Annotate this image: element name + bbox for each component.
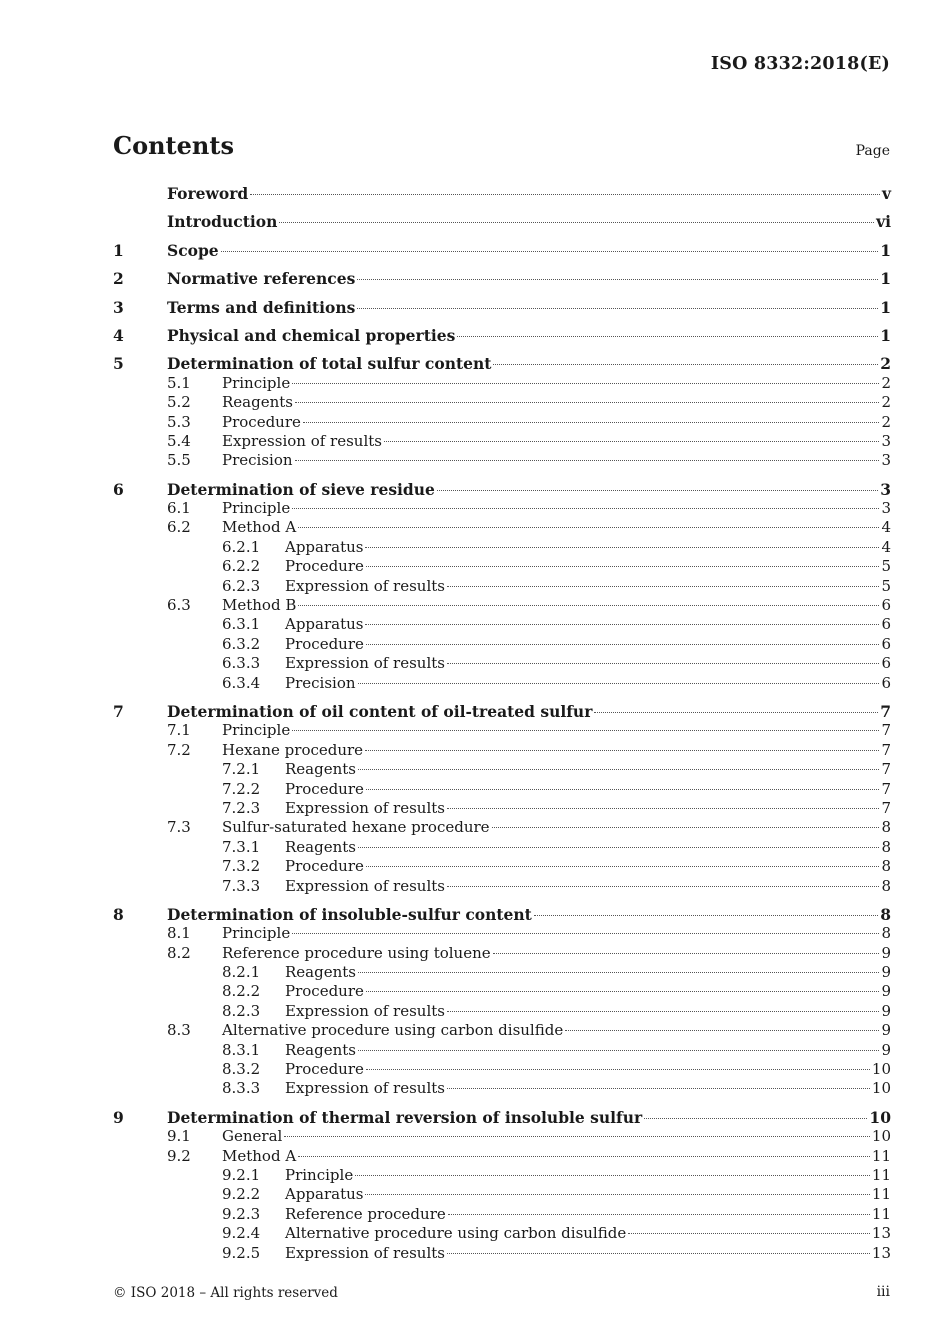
toc-entry-number: 5.5 (167, 451, 191, 470)
toc-entry-title: Procedure (285, 634, 364, 653)
toc-entry-number: 7.3.1 (222, 837, 261, 856)
toc-entry-page: 13 (871, 1224, 891, 1243)
dot-leader (295, 460, 880, 461)
toc-entry-page: 9 (881, 982, 891, 1001)
dot-leader (366, 566, 880, 567)
dot-leader (492, 827, 880, 828)
toc-entry-page: 6 (881, 596, 891, 615)
toc-entry[interactable] (113, 374, 891, 393)
toc-entry-title: Principle (222, 499, 291, 518)
toc-entry[interactable] (113, 721, 891, 740)
toc-entry-number: 9.2.3 (222, 1204, 261, 1223)
toc-entry-number: 6.3.3 (222, 654, 261, 673)
toc-entry-title: Sulfur-saturated hexane procedure (222, 818, 490, 837)
toc-entry-number: 9 (113, 1107, 124, 1127)
dot-leader (447, 586, 879, 587)
toc-entry-title: Expression of results (285, 654, 445, 673)
toc-entry-page: 11 (871, 1204, 891, 1223)
dot-leader (358, 1050, 879, 1051)
dot-leader (292, 933, 879, 934)
dot-leader (358, 972, 879, 973)
toc-entry-number: 8.2.3 (222, 1001, 261, 1020)
toc-entry-page: 8 (880, 904, 891, 924)
dot-leader (448, 1214, 870, 1215)
toc-entry[interactable] (113, 480, 891, 499)
dot-leader (447, 808, 879, 809)
toc-entry-page: 9 (881, 1001, 891, 1020)
toc-entry[interactable] (113, 298, 891, 317)
dot-leader (298, 605, 879, 606)
toc-entry-page: 3 (881, 499, 891, 518)
toc-entry-number: 6.2.3 (222, 576, 261, 595)
toc-entry-page: 8 (881, 876, 891, 895)
toc-entry[interactable] (113, 1060, 891, 1079)
dot-leader (365, 1194, 869, 1195)
toc-entry-number: 6.2.2 (222, 557, 261, 576)
toc-entry[interactable] (113, 432, 891, 451)
toc-entry-number: 7.3.2 (222, 857, 261, 876)
toc-entry-title: Foreword (167, 184, 249, 203)
toc-entry-page: 4 (881, 518, 891, 537)
footer-copyright: © ISO 2018 – All rights reserved (113, 1285, 338, 1301)
toc-entry-page: 8 (881, 857, 891, 876)
dot-leader (437, 490, 878, 491)
toc-entry-title: Normative references (167, 269, 356, 289)
toc-entry-number: 3 (113, 297, 124, 317)
toc-entry[interactable] (113, 557, 891, 576)
toc-entry-title: Principle (222, 721, 291, 740)
toc-entry-title: Scope (167, 240, 219, 260)
table-of-contents (113, 184, 891, 1263)
toc-entry-title: Reagents (285, 963, 356, 982)
toc-entry[interactable] (113, 674, 891, 693)
toc-entry-title: Precision (222, 451, 293, 470)
dot-leader (366, 789, 880, 790)
toc-entry-number: 9.2.4 (222, 1224, 261, 1243)
toc-entry-page: 11 (871, 1146, 891, 1165)
toc-entry-title: Introduction (167, 212, 278, 232)
toc-entry-number: 5 (113, 354, 124, 374)
toc-entry-number: 6.2 (167, 518, 191, 537)
dot-leader (447, 1088, 870, 1089)
toc-entry[interactable] (113, 741, 891, 760)
toc-entry-page: 2 (881, 393, 891, 412)
dot-leader (358, 769, 879, 770)
toc-entry-title: Reagents (285, 837, 356, 856)
toc-entry-title: Hexane procedure (222, 740, 364, 759)
toc-entry-number: 8.3 (167, 1021, 191, 1040)
toc-entry-page: 9 (881, 943, 891, 962)
toc-entry-title: Expression of results (285, 798, 445, 817)
dot-leader (565, 1030, 879, 1031)
toc-entry-page: 7 (880, 701, 891, 721)
toc-entry-number: 7.2.2 (222, 779, 261, 798)
toc-entry-page: 3 (881, 431, 891, 450)
toc-entry-title: Reagents (285, 1040, 356, 1059)
toc-entry-title: Determination of sieve residue (167, 479, 435, 499)
toc-entry-page: 2 (880, 354, 891, 374)
toc-entry[interactable] (113, 393, 891, 412)
toc-entry[interactable] (113, 838, 891, 857)
toc-entry-number: 8 (113, 904, 124, 924)
toc-entry[interactable] (113, 877, 891, 896)
toc-entry-title: Procedure (285, 1060, 364, 1079)
toc-entry[interactable] (113, 212, 891, 231)
toc-entry-page: 6 (881, 673, 891, 692)
dot-leader (628, 1233, 870, 1234)
dot-leader (365, 624, 879, 625)
toc-entry-number: 8.2 (167, 943, 191, 962)
toc-entry-title: Reagents (222, 393, 293, 412)
dot-leader (303, 422, 880, 423)
toc-entry[interactable] (113, 596, 891, 615)
toc-entry[interactable] (113, 1185, 891, 1204)
toc-entry-title: Alternative procedure using carbon disulfide (285, 1224, 627, 1243)
dot-leader (357, 308, 878, 309)
toc-entry-page: 5 (881, 557, 891, 576)
toc-entry-number: 8.2.1 (222, 963, 261, 982)
dot-leader (594, 712, 878, 713)
toc-entry-title: Principle (222, 924, 291, 943)
toc-entry-number: 6.3.1 (222, 615, 261, 634)
toc-entry-title: Expression of results (285, 1079, 445, 1098)
dot-leader (365, 750, 879, 751)
toc-entry-page: 7 (881, 798, 891, 817)
toc-entry-title: Alternative procedure using carbon disulfide (222, 1021, 564, 1040)
toc-entry-page: 13 (871, 1243, 891, 1262)
toc-entry[interactable] (113, 905, 891, 924)
toc-entry-number: 7.3 (167, 818, 191, 837)
toc-entry[interactable] (113, 702, 891, 721)
toc-entry-title: Method B (222, 596, 297, 615)
toc-entry-page: 8 (881, 924, 891, 943)
toc-entry-number: 1 (113, 240, 124, 260)
toc-entry-page: 10 (871, 1127, 891, 1146)
toc-entry-title: Physical and chemical properties (167, 325, 456, 345)
toc-entry-title: Procedure (285, 557, 364, 576)
toc-entry-number: 5.1 (167, 373, 191, 392)
toc-entry-title: Principle (222, 373, 291, 392)
dot-leader (365, 547, 879, 548)
toc-entry-page: 3 (881, 451, 891, 470)
toc-entry-page: v (881, 184, 891, 203)
toc-entry-title: Precision (285, 673, 356, 692)
toc-entry-page: 1 (880, 269, 891, 289)
dot-leader (447, 1011, 879, 1012)
toc-entry[interactable] (113, 982, 891, 1001)
toc-entry-title: Terms and definitions (167, 297, 356, 317)
toc-entry[interactable] (113, 1166, 891, 1185)
dot-leader (357, 279, 878, 280)
toc-entry-page: 2 (881, 373, 891, 392)
toc-entry-page: 10 (871, 1079, 891, 1098)
dot-leader (644, 1118, 867, 1119)
toc-entry[interactable] (113, 615, 891, 634)
toc-entry-page: 6 (881, 654, 891, 673)
toc-entry-number: 7.1 (167, 721, 191, 740)
toc-entry-title: Apparatus (285, 615, 364, 634)
toc-entry-page: 9 (881, 963, 891, 982)
toc-entry-page: 6 (881, 634, 891, 653)
dot-leader (284, 1136, 870, 1137)
toc-entry-page: 9 (881, 1040, 891, 1059)
toc-entry[interactable] (113, 635, 891, 654)
dot-leader (457, 336, 878, 337)
toc-entry[interactable] (113, 944, 891, 963)
dot-leader (298, 527, 879, 528)
toc-entry-number: 2 (113, 269, 124, 289)
toc-entry-title: Method A (222, 518, 297, 537)
dot-leader (292, 383, 879, 384)
toc-entry-number: 7.3.3 (222, 876, 261, 895)
toc-entry[interactable] (113, 1079, 891, 1098)
toc-entry-title: Procedure (285, 857, 364, 876)
toc-entry[interactable] (113, 1147, 891, 1166)
toc-entry-number: 9.2 (167, 1146, 191, 1165)
toc-entry-number: 9.1 (167, 1127, 191, 1146)
toc-entry[interactable] (113, 326, 891, 345)
toc-entry-number: 6 (113, 479, 124, 499)
toc-entry-number: 9.2.1 (222, 1165, 261, 1184)
toc-entry-title: Reference procedure (285, 1204, 446, 1223)
toc-entry-page: 2 (881, 412, 891, 431)
toc-entry[interactable] (113, 1224, 891, 1243)
dot-leader (447, 663, 879, 664)
toc-entry[interactable] (113, 1041, 891, 1060)
toc-entry-number: 7.2.1 (222, 760, 261, 779)
toc-entry[interactable] (113, 1002, 891, 1021)
dot-leader (292, 730, 879, 731)
toc-entry[interactable] (113, 413, 891, 432)
toc-entry-number: 7.2.3 (222, 798, 261, 817)
toc-entry-page: vi (876, 212, 891, 232)
dot-leader (279, 222, 874, 223)
toc-entry-title: Procedure (222, 412, 301, 431)
toc-entry-page: 1 (880, 325, 891, 345)
toc-entry-title: Determination of insoluble-sulfur content (167, 904, 532, 924)
toc-entry-title: Expression of results (285, 1001, 445, 1020)
toc-entry[interactable] (113, 818, 891, 837)
toc-entry-page: 8 (881, 818, 891, 837)
toc-entry[interactable] (113, 924, 891, 943)
toc-entry[interactable] (113, 184, 891, 203)
dot-leader (355, 1175, 870, 1176)
dot-leader (447, 1253, 870, 1254)
toc-entry[interactable] (113, 1021, 891, 1040)
toc-entry[interactable] (113, 1127, 891, 1146)
toc-entry-number: 6.2.1 (222, 537, 261, 556)
toc-entry[interactable] (113, 857, 891, 876)
dot-leader (493, 953, 880, 954)
toc-entry-title: Expression of results (285, 1243, 445, 1262)
toc-entry-page: 11 (871, 1185, 891, 1204)
toc-entry-number: 7.2 (167, 740, 191, 759)
toc-entry-title: Expression of results (285, 876, 445, 895)
toc-entry-page: 9 (881, 1021, 891, 1040)
dot-leader (298, 1156, 870, 1157)
dot-leader (295, 402, 879, 403)
toc-entry-title: Expression of results (222, 431, 382, 450)
toc-entry[interactable] (113, 269, 891, 288)
toc-entry-number: 9.2.5 (222, 1243, 261, 1262)
toc-entry-number: 6.1 (167, 499, 191, 518)
toc-entry-number: 4 (113, 325, 124, 345)
dot-leader (358, 847, 879, 848)
toc-entry-page: 10 (869, 1107, 891, 1127)
toc-entry-number: 5.2 (167, 393, 191, 412)
toc-entry-page: 7 (881, 779, 891, 798)
toc-entry-page: 7 (881, 760, 891, 779)
document-id: ISO 8332:2018(E) (710, 54, 890, 74)
toc-entry[interactable] (113, 538, 891, 557)
toc-entry-title: Determination of total sulfur content (167, 354, 492, 374)
page-column-label: Page (855, 143, 890, 159)
toc-entry[interactable] (113, 518, 891, 537)
toc-entry-title: Procedure (285, 982, 364, 1001)
toc-entry-number: 9.2.2 (222, 1185, 261, 1204)
toc-entry-number: 5.3 (167, 412, 191, 431)
toc-entry-title: Procedure (285, 779, 364, 798)
toc-entry[interactable] (113, 241, 891, 260)
toc-entry-page: 11 (871, 1165, 891, 1184)
toc-entry-page: 6 (881, 615, 891, 634)
toc-entry-number: 6.3.2 (222, 634, 261, 653)
toc-entry[interactable] (113, 1205, 891, 1224)
dot-leader (493, 364, 878, 365)
toc-entry-page: 8 (881, 837, 891, 856)
toc-entry[interactable] (113, 1108, 891, 1127)
toc-entry-title: Apparatus (285, 1185, 364, 1204)
toc-entry[interactable] (113, 451, 891, 470)
toc-entry-number: 8.3.2 (222, 1060, 261, 1079)
toc-entry-page: 7 (881, 721, 891, 740)
dot-leader (384, 441, 879, 442)
toc-entry-title: Reference procedure using toluene (222, 943, 491, 962)
toc-entry[interactable] (113, 780, 891, 799)
toc-entry-title: Apparatus (285, 537, 364, 556)
toc-entry-title: Expression of results (285, 576, 445, 595)
toc-entry-number: 7 (113, 701, 124, 721)
toc-entry-number: 6.3.4 (222, 673, 261, 692)
toc-entry-title: Determination of oil content of oil-treated sulfur (167, 701, 593, 721)
toc-entry[interactable] (113, 354, 891, 373)
toc-entry-page: 1 (880, 240, 891, 260)
toc-entry-number: 8.2.2 (222, 982, 261, 1001)
toc-entry-title: Principle (285, 1165, 354, 1184)
toc-entry-number: 5.4 (167, 431, 191, 450)
toc-entry-page: 5 (881, 576, 891, 595)
toc-entry-number: 6.3 (167, 596, 191, 615)
dot-leader (366, 991, 880, 992)
toc-entry[interactable] (113, 577, 891, 596)
toc-entry-page: 10 (871, 1060, 891, 1079)
dot-leader (447, 886, 879, 887)
dot-leader (366, 866, 880, 867)
toc-entry-page: 4 (881, 537, 891, 556)
toc-entry[interactable] (113, 963, 891, 982)
toc-entry-title: Reagents (285, 760, 356, 779)
dot-leader (366, 644, 880, 645)
toc-entry-title: Determination of thermal reversion of insoluble sulfur (167, 1107, 643, 1127)
footer-page-number: iii (876, 1284, 890, 1300)
toc-entry[interactable] (113, 1244, 891, 1263)
toc-entry-page: 7 (881, 740, 891, 759)
dot-leader (221, 251, 879, 252)
toc-entry-page: 1 (880, 297, 891, 317)
contents-title: Contents (113, 131, 234, 160)
dot-leader (358, 683, 880, 684)
dot-leader (250, 194, 880, 195)
dot-leader (292, 508, 879, 509)
dot-leader (366, 1069, 870, 1070)
toc-entry[interactable] (113, 799, 891, 818)
toc-entry[interactable] (113, 654, 891, 673)
toc-entry-number: 8.3.3 (222, 1079, 261, 1098)
toc-entry-number: 8.1 (167, 924, 191, 943)
toc-entry-page: 3 (880, 479, 891, 499)
toc-entry[interactable] (113, 760, 891, 779)
toc-entry-number: 8.3.1 (222, 1040, 261, 1059)
toc-entry-title: General (222, 1127, 283, 1146)
toc-entry[interactable] (113, 499, 891, 518)
dot-leader (534, 915, 878, 916)
toc-entry-title: Method A (222, 1146, 297, 1165)
